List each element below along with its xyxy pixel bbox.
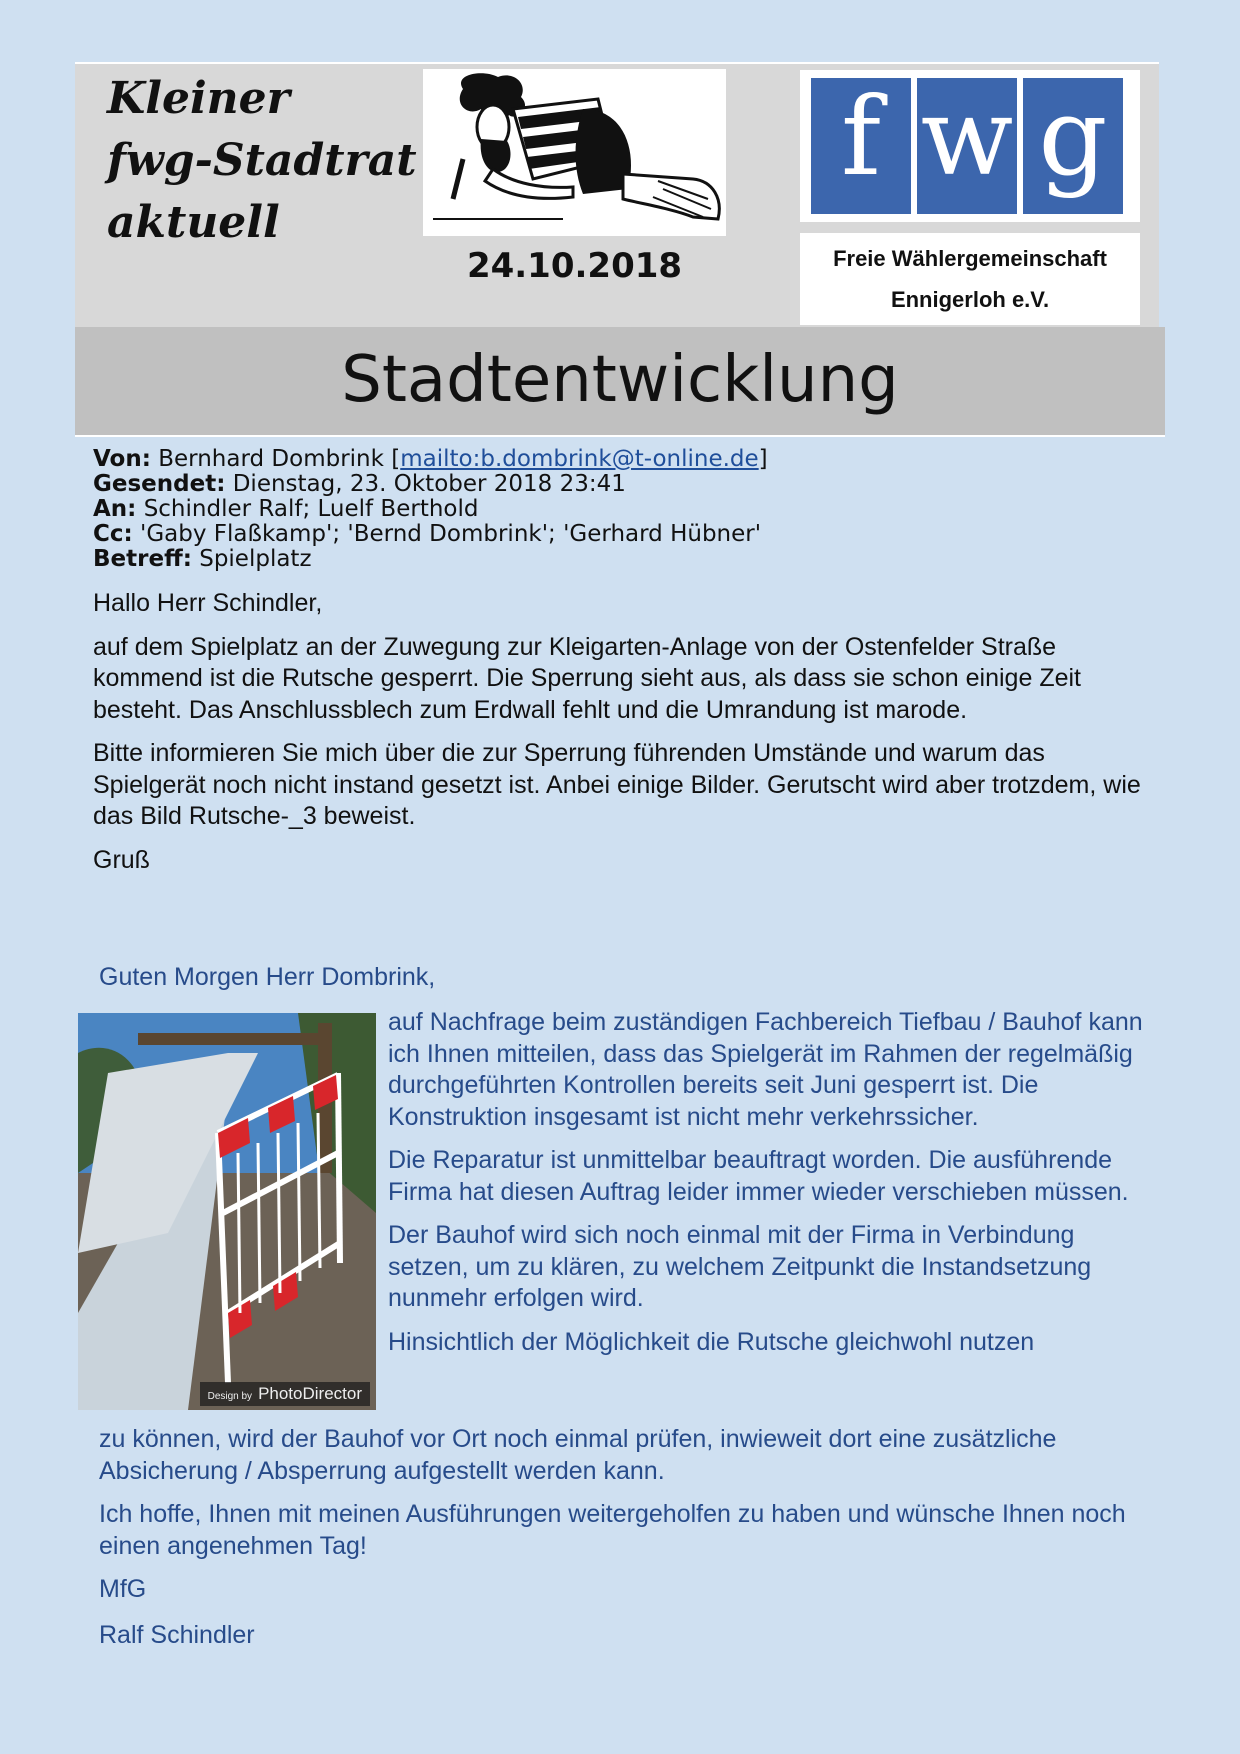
from-bracket-close: ] [758,446,768,472]
photo-watermark-brand: PhotoDirector [258,1384,362,1403]
title-line-1: Kleiner [107,73,290,124]
subject-value: Spielplatz [199,546,312,572]
photo-watermark-small: Design by [207,1391,253,1402]
reply-paragraph-1: auf Nachfrage beim zuständigen Fachbereich Tiefbau / Bauhof kann ich Ihnen mitteilen, dass das Spielgerät im Rahmen der regelmäßig durchgeführten Kontrollen bereits seit Juni gesperrt ist. Die Konstruktion insgesamt ist nicht mehr verkehrssicher. [388,1008,1143,1131]
reply-paragraph-4-start: Hinsichtlich der Möglichkeit die Rutsche gleichwohl nutzen [388,1327,1035,1356]
email-paragraph-2: Bitte informieren Sie mich über die zur Sperrung führenden Umstände und warum das Spielgerät noch nicht instand gesetzt ist. Anbei einige Bilder. Gerutscht wird aber trotzdem, wie das Bild Rutsche-_3 beweist. [93,739,1141,830]
to-value: Schindler Ralf; Luelf Berthold [143,496,479,522]
reply-greeting: Guten Morgen Herr Dombrink, [99,963,436,991]
email-header [93,447,1143,572]
association-name [800,233,1140,325]
email-to-row [93,497,1143,522]
title-line-3: aktuell [107,197,280,248]
cc-label: Cc: [93,521,133,547]
logo-letter-w: w [917,78,1017,214]
reply-mfg: MfG [99,1575,147,1603]
email-cc-row [93,522,1143,547]
reply-paragraph-2: Die Reparatur ist unmittelbar beauftragt worden. Die ausführende Firma hat diesen Auftrag leider immer wieder verschieben müssen. [388,1146,1129,1206]
sent-value: Dienstag, 23. Oktober 2018 23:41 [232,471,626,497]
logo-letter-f: f [811,78,911,214]
reply-paragraph-4-rest: zu können, wird der Bauhof vor Ort noch einmal prüfen, inwieweit dort eine zusätzliche Absicherung / Absperrung aufgestellt werden kann. [99,1425,1057,1485]
email-body [93,588,1153,888]
barricaded-slide-image [78,1013,376,1410]
issue-date: 24.10.2018 [466,246,683,286]
fwg-logo [800,70,1140,222]
writing-man-illustration [423,69,726,236]
cartoon-illustration [423,69,726,236]
to-label: An: [93,496,137,522]
sent-label: Gesendet: [93,471,226,497]
email-sent-row [93,472,1143,497]
topic-title: Stadtentwicklung [341,343,899,417]
reply-body-lower [99,1424,1159,1663]
email-subject-row [93,547,1143,572]
association-line-1: Freie Wählergemeinschaft [833,246,1107,271]
association-line-2: Ennigerloh e.V. [890,287,1050,312]
slide-photo [78,1013,376,1410]
photo-watermark [200,1382,370,1406]
reply-paragraph-5: Ich hoffe, Ihnen mit meinen Ausführungen weitergeholfen zu haben und wünsche Ihnen noch einen angenehmen Tag! [99,1500,1126,1560]
from-value: Bernhard Dombrink [ [158,446,401,472]
email-paragraph-1: auf dem Spielplatz an der Zuwegung zur Kleigarten-Anlage von der Ostenfelder Straße kommend ist die Rutsche gesperrt. Die Sperrung sieht aus, als dass sie schon einige Zeit besteht. Das Anschlussblech zum Erdwall fehlt und die Umrandung ist marode. [93,632,1081,724]
reply-paragraph-3: Der Bauhof wird sich noch einmal mit der Firma in Verbindung setzen, um zu klären, zu welchem Zeitpunkt die Instandsetzung nunmehr erfolgen wird. [388,1221,1092,1312]
reply-wrapped-text [388,1007,1158,1358]
email-closing: Gruß [93,845,150,874]
email-from-row [93,447,1143,472]
cc-value: 'Gaby Flaßkamp'; 'Bernd Dombrink'; 'Gerhard Hübner' [140,521,762,547]
sender-email-link[interactable]: mailto:b.dombrink@t-online.de [400,446,759,472]
logo-letter-g: g [1023,78,1123,214]
title-line-2: fwg-Stadtrat [107,135,417,186]
subject-label: Betreff: [93,546,192,572]
reply-signature: Ralf Schindler [99,1620,255,1649]
from-label: Von: [93,446,151,472]
newsletter-title [107,68,427,254]
email-greeting: Hallo Herr Schindler, [93,589,323,617]
